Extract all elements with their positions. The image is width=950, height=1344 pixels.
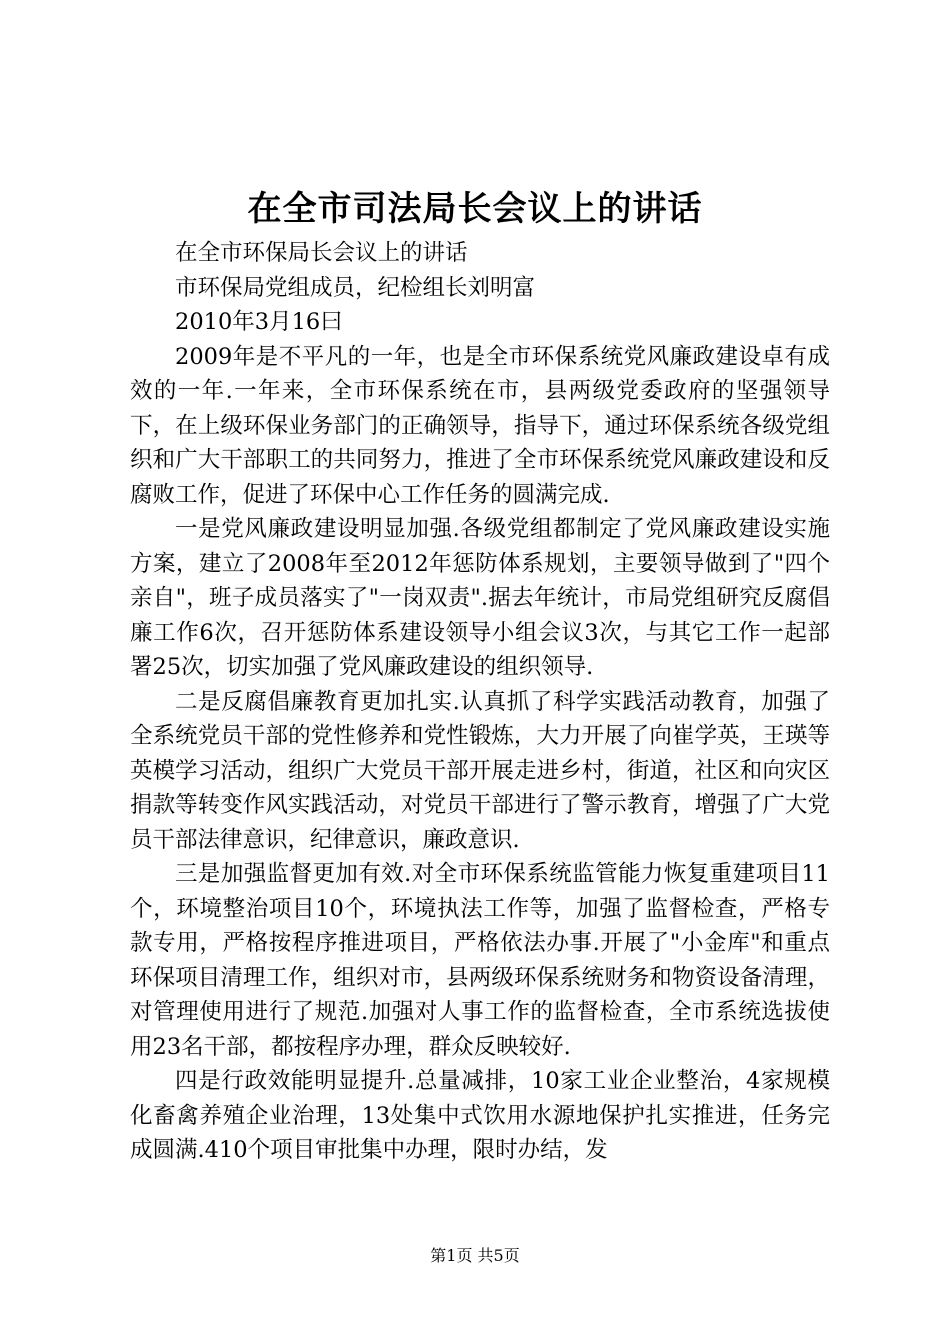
paragraph-point-three: 三是加强监督更加有效.对全市环保系统监管能力恢复重建项目11个，环境整治项目10个，环境执法工作等，加强了监督检查，严格专款专用，严格按程序推进项目，严格依法办事.开展了"小金库"和重点环保项目清理工作，组织对市，县两级环保系统财务和物资设备清理，对管理使用进行了规范.加强对人事工作的监督检查，全市系统选拔使用23名干部，都按程序办理，群众反映较好. — [130, 861, 830, 1060]
paragraph-subtitle: 在全市环保局长会议上的讲话 — [175, 240, 468, 266]
paragraph-intro: 2009年是不平凡的一年，也是全市环保系统党风廉政建设卓有成效的一年.一年来，全市环保系统在市，县两级党委政府的坚强领导下，在上级环保业务部门的正确领导，指导下，通过环保系统各级党组织和广大干部职工的共同努力，推进了全市环保系统党风廉政建设和反腐败工作，促进了环保中心工作任务的圆满完成. — [130, 343, 830, 508]
paragraph-date: 2010年3月16曰 — [175, 309, 343, 335]
paragraph-author: 市环保局党组成员，纪检组长刘明富 — [175, 274, 536, 301]
document-body — [130, 236, 830, 1168]
page-number-footer: 第1页 共5页 — [430, 1246, 520, 1265]
paragraph-point-two: 二是反腐倡廉教育更加扎实.认真抓了科学实践活动教育，加强了全系统党员干部的党性修养和党性锻炼，大力开展了向崔学英，王瑛等英模学习活动，组织广大党员干部开展走进乡村，街道，社区和向灾区捐款等转变作风实践活动，对党员干部进行了警示教育，增强了广大党员干部法律意识，纪律意识，廉政意识. — [130, 688, 830, 853]
paragraph-point-four: 四是行政效能明显提升.总量减排，10家工业企业整治，4家规模化畜禽养殖企业治理，13处集中式饮用水源地保护扎实推进，任务完成圆满.410个项目审批集中办理，限时办结，发 — [130, 1068, 830, 1163]
paragraph-point-one: 一是党风廉政建设明显加强.各级党组都制定了党风廉政建设实施方案，建立了2008年至2012年惩防体系规划，主要领导做到了"四个亲自"，班子成员落实了"一岗双责".据去年统计，市局党组研究反腐倡廉工作6次，召开惩防体系建设领导小组会议3次，与其它工作一起部署25次，切实加强了党风廉政建设的组织领导. — [130, 516, 830, 680]
document-title: 在全市司法局长会议上的讲话 — [247, 189, 703, 229]
